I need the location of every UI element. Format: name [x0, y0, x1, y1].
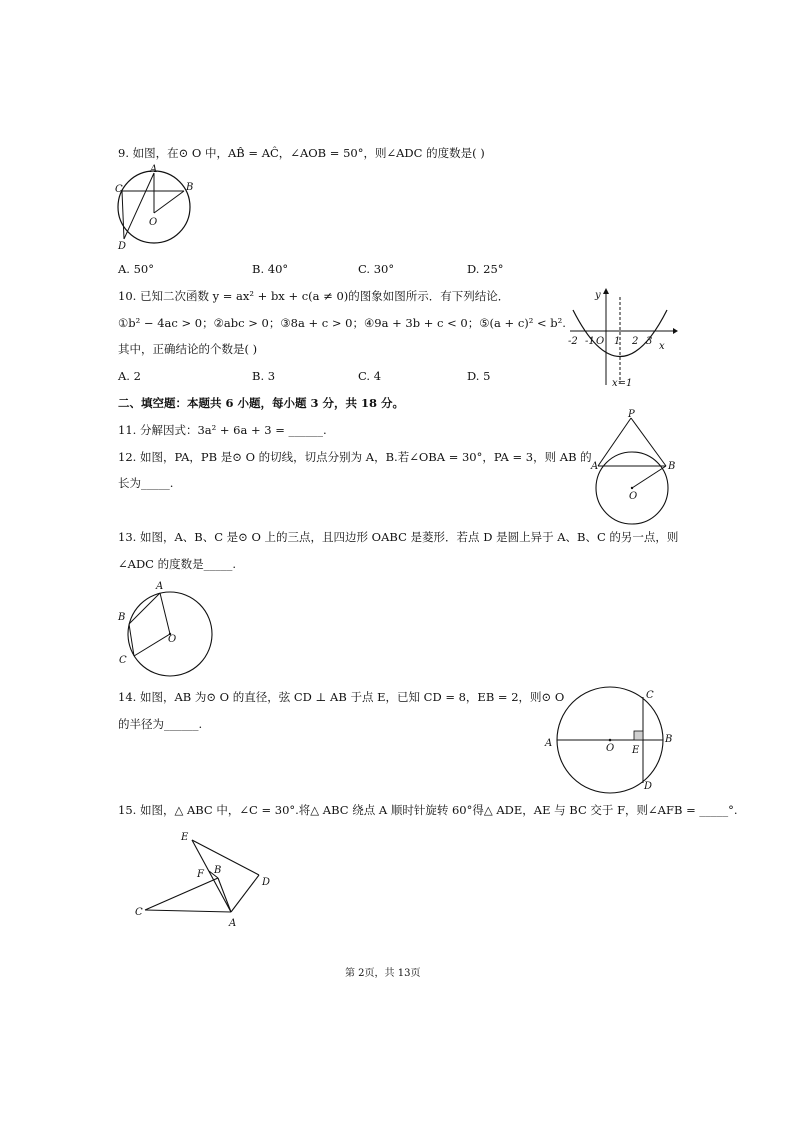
q14-line-1: 14. 如图，AB 为⊙ O 的直径，弦 CD ⊥ AB 于点 E，已知 CD = 8，EB = 2，则⊙ O	[118, 690, 565, 704]
q15-figure	[125, 828, 290, 930]
q10-tick-1: 1	[614, 336, 621, 347]
q13-label-b: B	[118, 612, 126, 623]
q10-tick-2: 2	[632, 336, 639, 347]
q10-label-y: y	[595, 290, 601, 301]
q14-label-a: A	[545, 738, 553, 749]
q10-option-b: B. 3	[252, 369, 276, 383]
q15-stem: 15. 如图，△ ABC 中，∠C = 30°.将△ ABC 绕点 A 顺时针旋转 60°得△ ADE，AE 与 BC 交于 F，则∠AFB = _____°.	[118, 803, 738, 817]
q15-label-e: E	[181, 832, 189, 843]
q15-label-f: F	[197, 869, 204, 880]
q10-tick-3: 3	[646, 336, 653, 347]
q12-line-1: 12. 如图，PA，PB 是⊙ O 的切线，切点分别为 A，B.若∠OBA = 30°，PA = 3，则 AB 的	[118, 450, 592, 464]
q10-parabola-figure	[565, 285, 680, 395]
q10-option-d: D. 5	[467, 369, 491, 383]
q13-label-c: C	[119, 655, 127, 666]
q14-label-d: D	[644, 781, 653, 792]
q10-label-origin: O	[596, 336, 605, 347]
q9-option-b: B. 40°	[252, 262, 289, 276]
q9-option-d: D. 25°	[467, 262, 504, 276]
q10-label-x: x	[659, 341, 665, 352]
q12-label-a: A	[591, 461, 599, 472]
q10-option-c: C. 4	[358, 369, 382, 383]
q14-line-2: 的半径为______.	[118, 717, 203, 731]
q10-tick-neg2: -2	[568, 336, 578, 347]
q13-label-o: O	[168, 634, 177, 645]
q13-line-2: ∠ADC 的度数是_____.	[118, 557, 237, 571]
q12-line-2: 长为_____.	[118, 476, 174, 490]
q10-label-axis: x=1	[612, 378, 633, 389]
q15-label-d: D	[262, 877, 271, 888]
q14-label-e: E	[632, 745, 640, 756]
q15-label-b: B	[214, 865, 222, 876]
q13-label-a: A	[156, 581, 164, 592]
q15-label-c: C	[135, 907, 143, 918]
q15-label-a: A	[229, 918, 237, 929]
q14-label-b: B	[665, 734, 673, 745]
q9-stem: 9. 如图，在⊙ O 中，AB̂ = AĈ，∠AOB = 50°，则∠ADC 的度数是( )	[118, 146, 485, 160]
q9-label-b: B	[186, 182, 194, 193]
q12-label-o: O	[629, 491, 638, 502]
q9-label-c: C	[115, 184, 123, 195]
q14-figure	[540, 683, 680, 798]
q10-stem: 10. 已知二次函数 y = ax² + bx + c(a ≠ 0)的图象如图所示．有下列结论．	[118, 289, 510, 303]
q9-option-a: A. 50°	[118, 262, 154, 276]
q10-option-a: A. 2	[118, 369, 141, 383]
q9-label-d: D	[118, 241, 127, 252]
q9-figure	[112, 165, 202, 255]
page-footer: 第 2页，共 13页	[345, 968, 421, 979]
q10-conclusions: ①b² − 4ac > 0；②abc > 0；③8a + c > 0；④9a + 3b + c < 0；⑤(a + c)² < b².	[118, 316, 566, 330]
q12-figure	[588, 410, 678, 525]
q10-tick-neg1: -1	[585, 336, 595, 347]
q11-stem: 11. 分解因式：3a² + 6a + 3 = ______.	[118, 423, 327, 437]
q9-option-c: C. 30°	[358, 262, 395, 276]
q10-question: 其中，正确结论的个数是( )	[118, 342, 258, 356]
q9-label-a: A	[150, 164, 158, 175]
section-2-heading: 二、填空题：本题共 6 小题，每小题 3 分，共 18 分。	[118, 396, 405, 410]
q12-label-p: P	[628, 409, 635, 420]
q9-label-o: O	[149, 217, 158, 228]
q13-figure	[112, 578, 222, 678]
q14-label-c: C	[646, 690, 654, 701]
q13-line-1: 13. 如图，A、B、C 是⊙ O 上的三点，且四边形 OABC 是菱形．若点 D 是圆上异于 A、B、C 的另一点，则	[118, 530, 679, 544]
q12-label-b: B	[668, 461, 676, 472]
q14-label-o: O	[606, 743, 615, 754]
